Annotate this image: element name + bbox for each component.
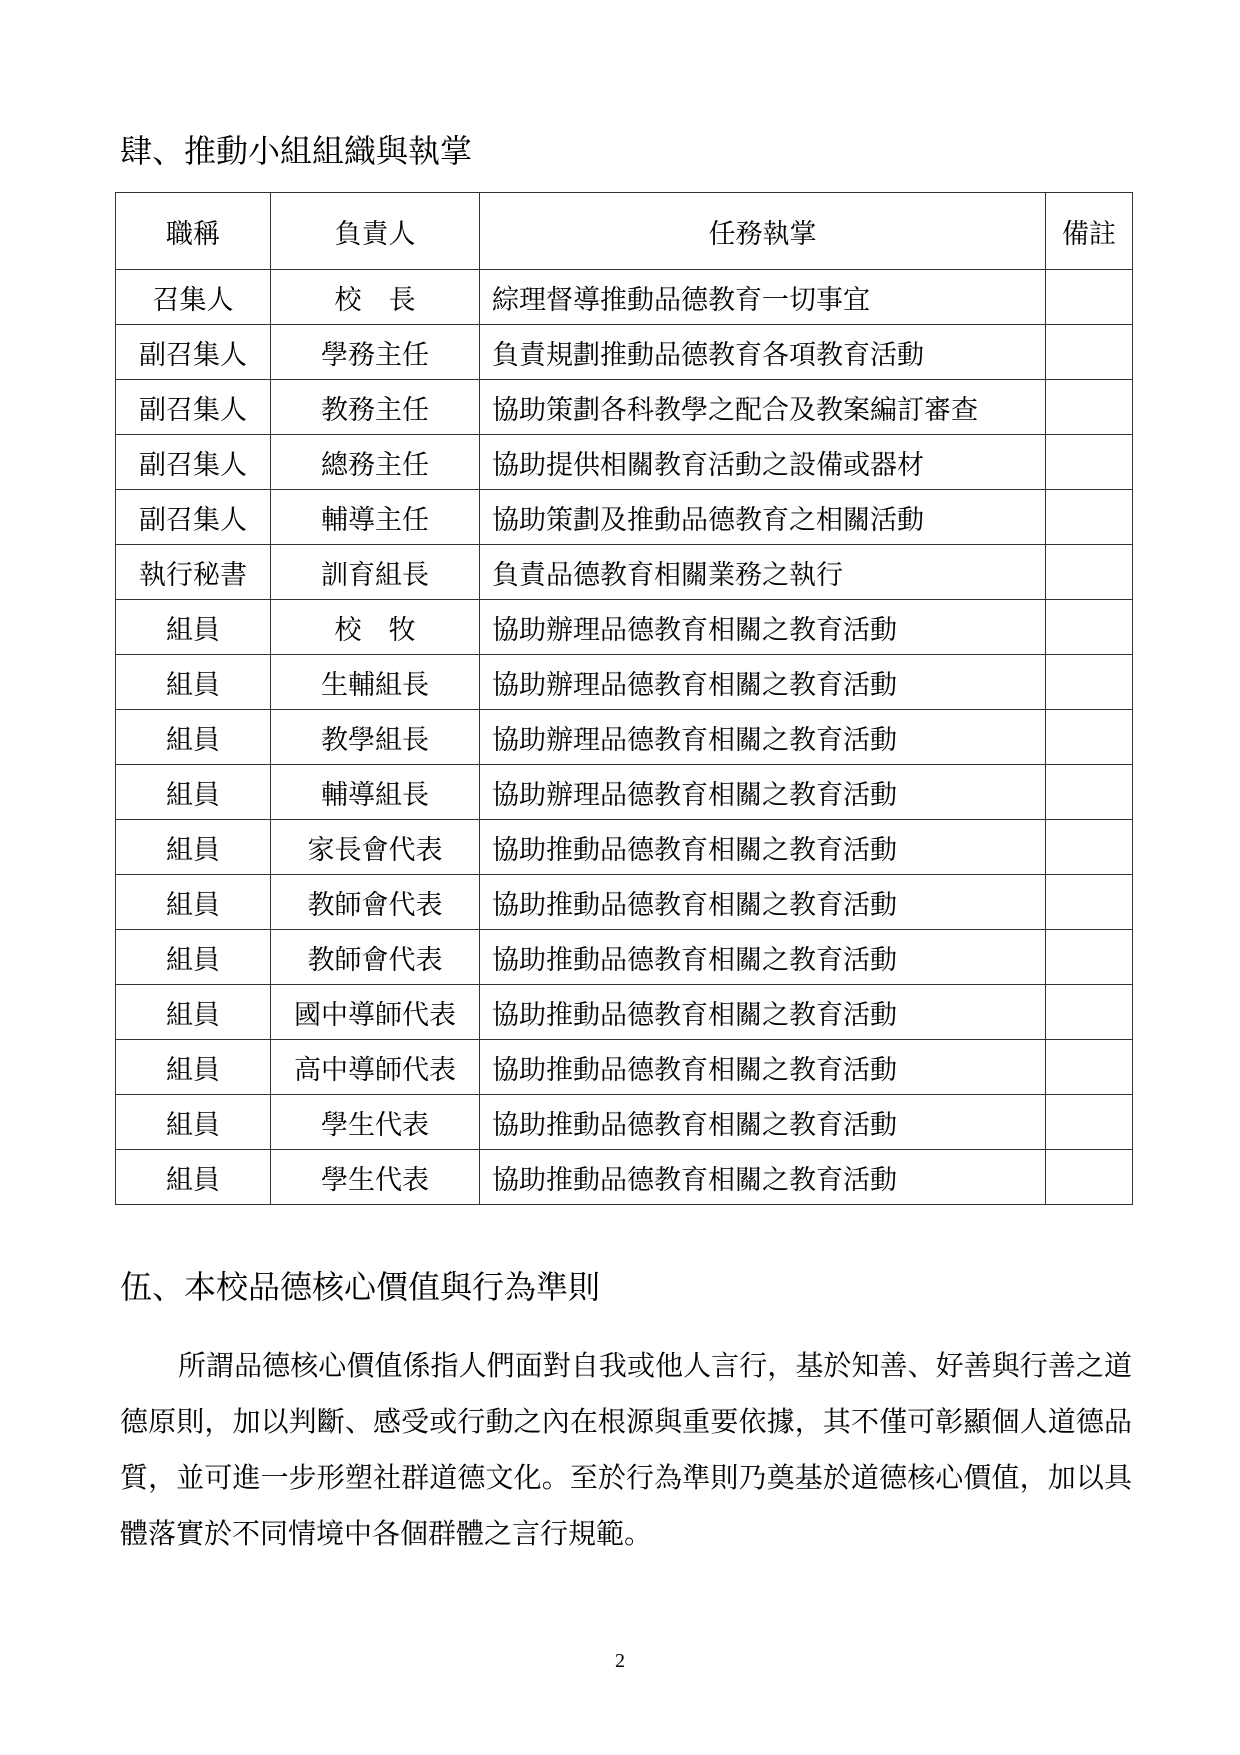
cell-note bbox=[1046, 820, 1133, 875]
table-row bbox=[116, 270, 1133, 325]
cell-task: 負責品德教育相關業務之執行 bbox=[480, 545, 1046, 600]
cell-person: 生輔組長 bbox=[271, 655, 480, 710]
cell-task: 協助提供相關教育活動之設備或器材 bbox=[480, 435, 1046, 490]
cell-task: 協助推動品德教育相關之教育活動 bbox=[480, 1150, 1046, 1205]
cell-title: 組員 bbox=[116, 820, 271, 875]
cell-note bbox=[1046, 1095, 1133, 1150]
cell-task: 協助辦理品德教育相關之教育活動 bbox=[480, 600, 1046, 655]
cell-task: 協助策劃各科教學之配合及教案編訂審查 bbox=[480, 380, 1046, 435]
cell-title: 組員 bbox=[116, 600, 271, 655]
cell-person: 教師會代表 bbox=[271, 875, 480, 930]
cell-task: 協助推動品德教育相關之教育活動 bbox=[480, 1095, 1046, 1150]
table-row bbox=[116, 380, 1133, 435]
cell-person: 校 牧 bbox=[271, 600, 480, 655]
cell-title: 組員 bbox=[116, 930, 271, 985]
cell-task: 協助推動品德教育相關之教育活動 bbox=[480, 1040, 1046, 1095]
header-task: 任務執掌 bbox=[480, 193, 1046, 270]
table-row bbox=[116, 875, 1133, 930]
table-row bbox=[116, 1150, 1133, 1205]
cell-task: 協助辦理品德教育相關之教育活動 bbox=[480, 710, 1046, 765]
header-person: 負責人 bbox=[271, 193, 480, 270]
table-row bbox=[116, 765, 1133, 820]
cell-person: 總務主任 bbox=[271, 435, 480, 490]
cell-title: 組員 bbox=[116, 1150, 271, 1205]
cell-title: 副召集人 bbox=[116, 325, 271, 380]
cell-task: 協助推動品德教育相關之教育活動 bbox=[480, 930, 1046, 985]
header-note: 備註 bbox=[1046, 193, 1133, 270]
cell-person: 校 長 bbox=[271, 270, 480, 325]
cell-title: 召集人 bbox=[116, 270, 271, 325]
cell-person: 輔導主任 bbox=[271, 490, 480, 545]
cell-title: 組員 bbox=[116, 1095, 271, 1150]
cell-task: 負責規劃推動品德教育各項教育活動 bbox=[480, 325, 1046, 380]
table-row bbox=[116, 820, 1133, 875]
table-row bbox=[116, 1095, 1133, 1150]
cell-note bbox=[1046, 325, 1133, 380]
cell-note bbox=[1046, 1040, 1133, 1095]
cell-person: 訓育組長 bbox=[271, 545, 480, 600]
cell-title: 執行秘書 bbox=[116, 545, 271, 600]
cell-title: 組員 bbox=[116, 710, 271, 765]
cell-task: 協助辦理品德教育相關之教育活動 bbox=[480, 655, 1046, 710]
table-row bbox=[116, 985, 1133, 1040]
page-number: 2 bbox=[615, 1650, 625, 1672]
cell-task: 協助推動品德教育相關之教育活動 bbox=[480, 985, 1046, 1040]
cell-title: 副召集人 bbox=[116, 490, 271, 545]
section-5-heading: 伍、本校品德核心價值與行為準則 bbox=[120, 1268, 601, 1306]
cell-person: 高中導師代表 bbox=[271, 1040, 480, 1095]
cell-title: 副召集人 bbox=[116, 380, 271, 435]
table-row bbox=[116, 655, 1133, 710]
cell-person: 教師會代表 bbox=[271, 930, 480, 985]
cell-note bbox=[1046, 435, 1133, 490]
header-title: 職稱 bbox=[116, 193, 271, 270]
cell-title: 組員 bbox=[116, 765, 271, 820]
cell-task: 綜理督導推動品德教育一切事宜 bbox=[480, 270, 1046, 325]
cell-note bbox=[1046, 270, 1133, 325]
cell-note bbox=[1046, 875, 1133, 930]
cell-title: 組員 bbox=[116, 985, 271, 1040]
table-header-row bbox=[116, 193, 1133, 270]
cell-person: 教學組長 bbox=[271, 710, 480, 765]
core-values-paragraph: 所謂品德核心價值係指人們面對自我或他人言行，基於知善、好善與行善之道德原則，加以判斷、感受或行動之內在根源與重要依據，其不僅可彰顯個人道德品質，並可進一步形塑社群道德文化。至於行為準則乃奠基於道德核心價值，加以具體落實於不同情境中各個群體之言行規範。 bbox=[120, 1349, 1132, 1550]
cell-note bbox=[1046, 600, 1133, 655]
section-4-heading: 肆、推動小組組織與執掌 bbox=[120, 132, 473, 170]
cell-note bbox=[1046, 1150, 1133, 1205]
table-row bbox=[116, 600, 1133, 655]
cell-title: 組員 bbox=[116, 1040, 271, 1095]
cell-person: 學務主任 bbox=[271, 325, 480, 380]
table-row bbox=[116, 545, 1133, 600]
cell-note bbox=[1046, 765, 1133, 820]
cell-task: 協助推動品德教育相關之教育活動 bbox=[480, 875, 1046, 930]
cell-person: 國中導師代表 bbox=[271, 985, 480, 1040]
cell-note bbox=[1046, 545, 1133, 600]
table-row bbox=[116, 1040, 1133, 1095]
cell-note bbox=[1046, 490, 1133, 545]
cell-note bbox=[1046, 985, 1133, 1040]
table-row bbox=[116, 325, 1133, 380]
task-force-table bbox=[115, 192, 1133, 1205]
cell-person: 學生代表 bbox=[271, 1095, 480, 1150]
cell-person: 教務主任 bbox=[271, 380, 480, 435]
cell-person: 家長會代表 bbox=[271, 820, 480, 875]
cell-note bbox=[1046, 655, 1133, 710]
cell-title: 組員 bbox=[116, 875, 271, 930]
cell-task: 協助策劃及推動品德教育之相關活動 bbox=[480, 490, 1046, 545]
cell-task: 協助辦理品德教育相關之教育活動 bbox=[480, 765, 1046, 820]
cell-task: 協助推動品德教育相關之教育活動 bbox=[480, 820, 1046, 875]
table-row bbox=[116, 710, 1133, 765]
table-row bbox=[116, 490, 1133, 545]
cell-title: 組員 bbox=[116, 655, 271, 710]
cell-note bbox=[1046, 710, 1133, 765]
cell-person: 輔導組長 bbox=[271, 765, 480, 820]
table-row bbox=[116, 930, 1133, 985]
table-row bbox=[116, 435, 1133, 490]
cell-note bbox=[1046, 380, 1133, 435]
cell-note bbox=[1046, 930, 1133, 985]
cell-person: 學生代表 bbox=[271, 1150, 480, 1205]
cell-title: 副召集人 bbox=[116, 435, 271, 490]
